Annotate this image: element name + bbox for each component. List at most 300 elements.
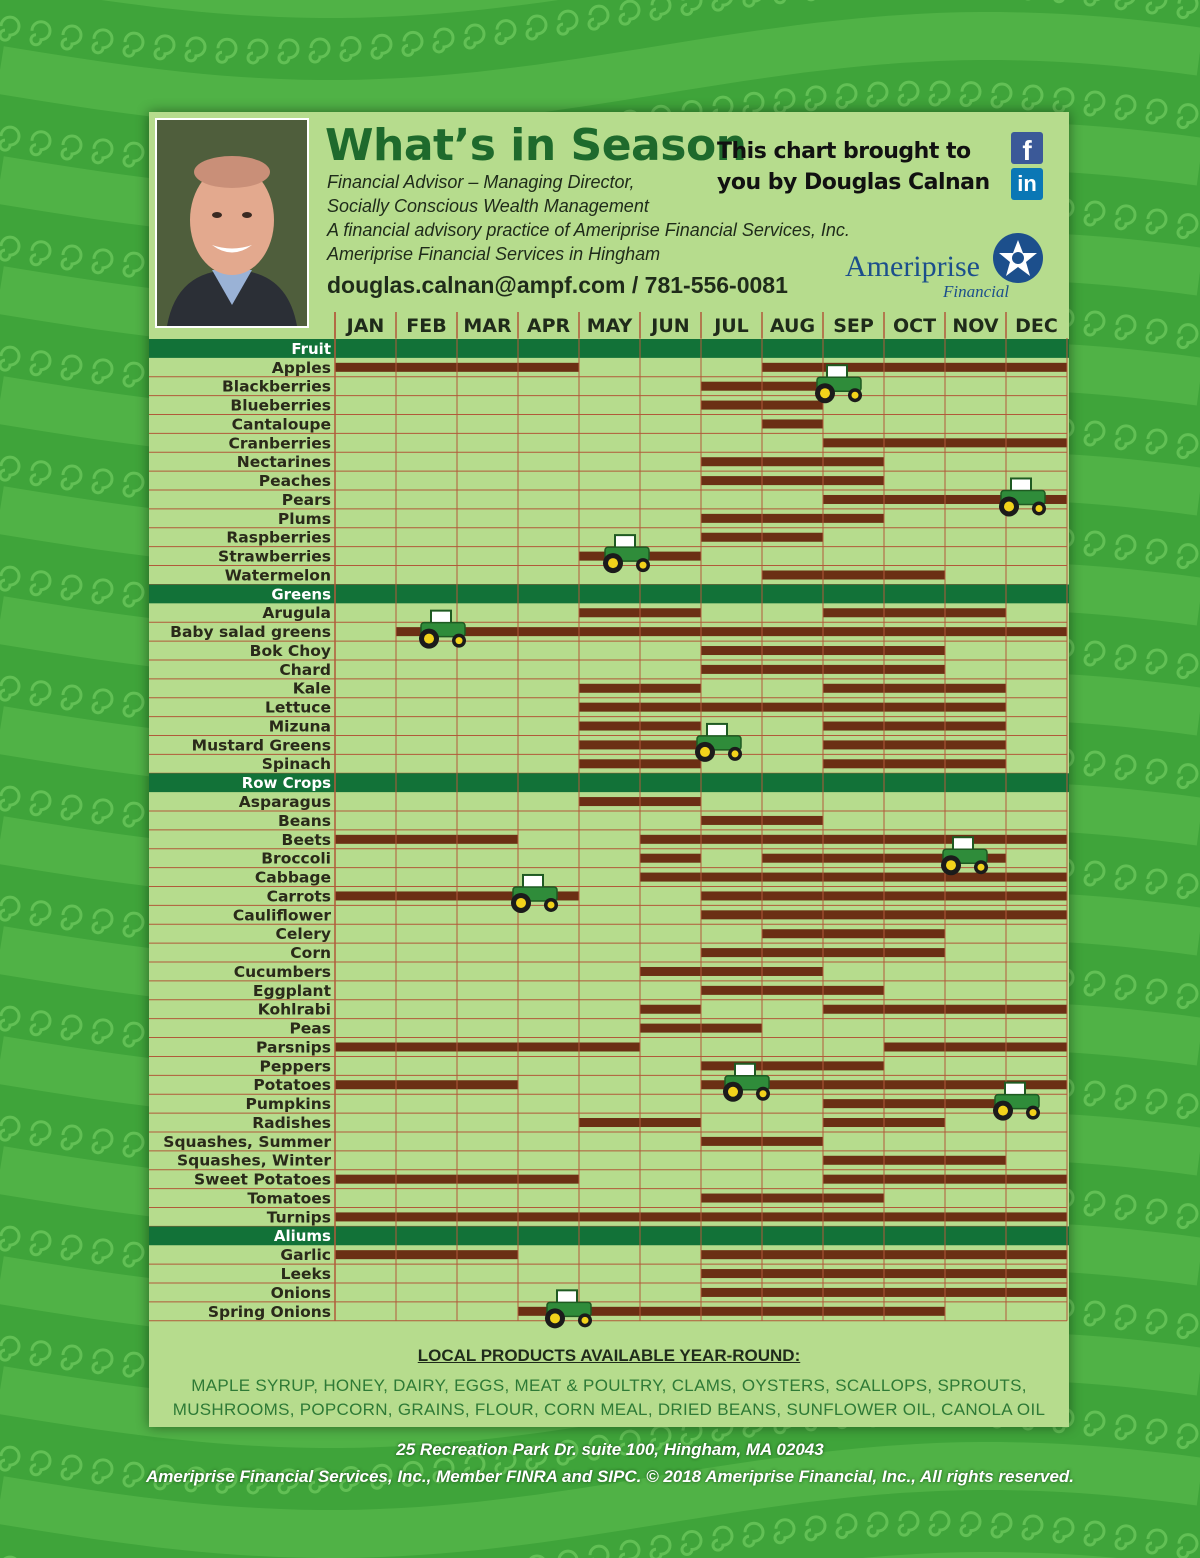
row-label: Parsnips <box>256 1038 331 1057</box>
row-label: Cantaloupe <box>231 415 331 434</box>
season-bar <box>457 1212 518 1221</box>
season-bar <box>579 684 640 693</box>
season-bar <box>701 948 762 957</box>
row-label: Spring Onions <box>207 1302 331 1321</box>
season-bar <box>1006 873 1067 882</box>
season-bar <box>579 703 640 712</box>
month-label-jun: JUN <box>651 315 690 337</box>
season-bar <box>518 627 579 636</box>
season-bar <box>884 740 945 749</box>
season-bar <box>945 740 1006 749</box>
season-bar <box>762 854 823 863</box>
row-label: Blackberries <box>221 377 331 396</box>
season-bar <box>884 854 945 863</box>
section-label: Row Crops <box>241 774 331 793</box>
subtitle-line-4: Ameriprise Financial Services in Hingham <box>327 244 661 264</box>
season-bar <box>823 1194 884 1203</box>
season-bar <box>762 1307 823 1316</box>
row-label: Arugula <box>262 604 331 623</box>
season-bar <box>945 1005 1006 1014</box>
season-bar <box>1006 1250 1067 1259</box>
season-bar <box>701 835 762 844</box>
season-bar <box>335 1212 396 1221</box>
section-label: Greens <box>271 585 331 604</box>
season-bar <box>823 457 884 466</box>
season-bar <box>884 1288 945 1297</box>
season-bar <box>884 873 945 882</box>
season-bar <box>701 457 762 466</box>
row-label: Peppers <box>259 1057 331 1076</box>
season-bar <box>823 1175 884 1184</box>
season-bar <box>823 1099 884 1108</box>
season-bar <box>335 1043 396 1052</box>
section-bar <box>149 339 1069 358</box>
row-label: Sweet Potatoes <box>194 1170 331 1189</box>
season-bar <box>762 1212 823 1221</box>
subtitle-line-1: Financial Advisor – Managing Director, <box>327 172 635 192</box>
season-bar <box>640 627 701 636</box>
season-bar <box>701 1024 762 1033</box>
season-bar <box>701 703 762 712</box>
brand-subtitle: Financial <box>943 282 1010 301</box>
season-bar <box>823 1250 884 1259</box>
season-bar <box>701 476 762 485</box>
season-bar <box>457 1043 518 1052</box>
season-bar <box>335 1080 396 1089</box>
subtitle-line-3: A financial advisory practice of Ameriprise Financial Services, Inc. <box>327 220 850 240</box>
row-label: Onions <box>270 1283 331 1302</box>
month-label-feb: FEB <box>406 315 447 337</box>
season-bar <box>823 948 884 957</box>
season-bar <box>945 891 1006 900</box>
year-round-items: MAPLE SYRUP, HONEY, DAIRY, EGGS, MEAT & POULTRY, CLAMS, OYSTERS, SCALLOPS, SPROUTS, MUSHROOMS, POPCORN, GRAINS, FLOUR, CORN MEAL, DRIED BEANS, SUNFLOWER OIL, CANOLA OIL <box>172 1376 1046 1419</box>
season-bar <box>762 665 823 674</box>
season-bar <box>945 495 1006 504</box>
season-bar <box>884 835 945 844</box>
season-bar <box>701 665 762 674</box>
season-bar <box>457 1080 518 1089</box>
row-label: Blueberries <box>230 396 331 415</box>
month-label-dec: DEC <box>1015 315 1058 337</box>
season-bar <box>823 1118 884 1127</box>
season-bar <box>884 1212 945 1221</box>
row-label: Apples <box>271 358 331 377</box>
linkedin-icon[interactable]: in <box>1011 168 1043 200</box>
row-label: Cranberries <box>228 434 331 453</box>
season-bar <box>884 1043 945 1052</box>
season-bar <box>1006 1175 1067 1184</box>
season-bar <box>701 646 762 655</box>
row-label: Cucumbers <box>233 962 331 981</box>
season-bar <box>884 759 945 768</box>
row-label: Corn <box>290 944 331 963</box>
season-bar <box>823 835 884 844</box>
season-bar <box>640 703 701 712</box>
season-bar <box>457 1250 518 1259</box>
row-label: Watermelon <box>224 566 331 585</box>
season-bar <box>823 873 884 882</box>
season-bar <box>457 891 518 900</box>
row-label: Raspberries <box>226 528 331 547</box>
season-bar <box>823 1156 884 1165</box>
season-bar <box>640 608 701 617</box>
season-bar <box>945 684 1006 693</box>
season-bar <box>823 986 884 995</box>
season-bar <box>762 703 823 712</box>
season-bar <box>640 1118 701 1127</box>
season-bar <box>701 627 762 636</box>
row-label: Peas <box>289 1019 331 1038</box>
month-label-nov: NOV <box>952 315 999 337</box>
season-bar <box>701 1194 762 1203</box>
season-bar <box>823 627 884 636</box>
page-title: What’s in Season <box>325 120 747 171</box>
season-bar <box>335 363 396 372</box>
season-bar <box>762 986 823 995</box>
subtitle-line-2: Socially Conscious Wealth Management <box>327 196 649 216</box>
row-label: Eggplant <box>252 981 331 1000</box>
season-bar <box>945 1080 1006 1089</box>
season-bar <box>884 1269 945 1278</box>
season-bar <box>457 1175 518 1184</box>
season-bar <box>945 1043 1006 1052</box>
year-round-heading: LOCAL PRODUCTS AVAILABLE YEAR-ROUND: <box>417 1346 801 1365</box>
season-bar <box>823 854 884 863</box>
season-bar <box>945 363 1006 372</box>
row-label: Radishes <box>252 1113 331 1132</box>
season-bar <box>640 684 701 693</box>
season-bar <box>396 1250 457 1259</box>
season-bar <box>396 1080 457 1089</box>
row-label: Pears <box>281 490 331 509</box>
row-label: Mustard Greens <box>191 736 331 755</box>
brought-by-line-1: This chart brought to <box>717 139 971 164</box>
season-bar <box>579 1043 640 1052</box>
row-label: Mizuna <box>268 717 331 736</box>
row-label: Garlic <box>280 1246 331 1265</box>
row-label: Bok Choy <box>249 641 331 660</box>
season-bar <box>640 1307 701 1316</box>
season-bar <box>762 646 823 655</box>
season-bar <box>945 703 1006 712</box>
season-bar <box>762 910 823 919</box>
row-label: Celery <box>275 925 331 944</box>
season-bar <box>762 1288 823 1297</box>
season-bar <box>335 891 396 900</box>
season-bar <box>1006 1269 1067 1278</box>
season-bar <box>701 401 762 410</box>
season-bar <box>884 495 945 504</box>
season-bar <box>823 910 884 919</box>
season-bar <box>823 1080 884 1089</box>
season-bar <box>1006 438 1067 447</box>
season-bar <box>1006 1043 1067 1052</box>
row-label: Beets <box>281 830 331 849</box>
season-bar <box>762 1269 823 1278</box>
season-bar <box>457 627 518 636</box>
season-bar <box>701 1269 762 1278</box>
season-bar <box>762 816 823 825</box>
month-label-aug: AUG <box>769 315 816 337</box>
season-card <box>149 112 1069 1427</box>
season-bar <box>335 1175 396 1184</box>
season-bar <box>640 1024 701 1033</box>
season-bar <box>884 703 945 712</box>
season-bar <box>945 1212 1006 1221</box>
season-bar <box>396 1212 457 1221</box>
season-bar <box>640 1005 701 1014</box>
footer <box>0 1436 1200 1490</box>
season-bar <box>762 1080 823 1089</box>
season-bar <box>823 891 884 900</box>
footer-legal: Ameriprise Financial Services, Inc., Member FINRA and SIPC. © 2018 Ameriprise Financial, Inc., All rights reserved. <box>145 1467 1075 1486</box>
season-bar <box>335 835 396 844</box>
season-bar <box>884 1307 945 1316</box>
season-bar <box>884 1156 945 1165</box>
season-bar <box>884 571 945 580</box>
season-bar <box>762 533 823 542</box>
season-bar <box>884 1080 945 1089</box>
season-bar <box>701 1250 762 1259</box>
tractor-icon <box>603 535 650 573</box>
season-bar <box>701 967 762 976</box>
month-label-jan: JAN <box>346 315 385 337</box>
season-bar <box>762 873 823 882</box>
season-bar <box>823 665 884 674</box>
season-bar <box>640 740 701 749</box>
season-bar <box>640 854 701 863</box>
season-bar <box>823 1212 884 1221</box>
facebook-icon[interactable]: f <box>1011 132 1043 164</box>
season-bar <box>701 986 762 995</box>
season-bar <box>579 608 640 617</box>
season-bar <box>823 740 884 749</box>
season-bar <box>884 438 945 447</box>
row-label: Cabbage <box>254 868 331 887</box>
season-bar <box>945 1156 1006 1165</box>
season-bar <box>1006 1212 1067 1221</box>
season-bar <box>823 1061 884 1070</box>
season-bar <box>762 382 823 391</box>
contact-line[interactable]: douglas.calnan@ampf.com / 781-556-0081 <box>327 272 788 298</box>
season-bar <box>762 363 823 372</box>
season-chart <box>149 112 1069 1427</box>
season-bar <box>701 1137 762 1146</box>
month-label-jul: JUL <box>714 315 749 337</box>
season-bar <box>884 929 945 938</box>
season-bar <box>457 835 518 844</box>
season-bar <box>762 1194 823 1203</box>
season-bar <box>945 910 1006 919</box>
row-label: Spinach <box>261 755 331 774</box>
season-bar <box>884 891 945 900</box>
season-bar <box>945 722 1006 731</box>
season-bar <box>945 1288 1006 1297</box>
season-bar <box>579 1118 640 1127</box>
season-bar <box>823 476 884 485</box>
row-label: Kale <box>292 679 331 698</box>
tractor-icon <box>695 724 742 762</box>
season-bar <box>884 684 945 693</box>
season-bar <box>884 1175 945 1184</box>
season-bar <box>823 1288 884 1297</box>
season-bar <box>884 665 945 674</box>
season-bar <box>884 910 945 919</box>
season-bar <box>701 1307 762 1316</box>
season-bar <box>762 457 823 466</box>
footer-address: 25 Recreation Park Dr. suite 100, Hingham, MA 02043 <box>396 1440 824 1459</box>
season-bar <box>1006 835 1067 844</box>
season-bar <box>762 1061 823 1070</box>
season-bar <box>762 401 823 410</box>
season-bar <box>396 891 457 900</box>
row-label: Carrots <box>266 887 331 906</box>
season-bar <box>701 891 762 900</box>
season-bar <box>640 873 701 882</box>
season-bar <box>823 514 884 523</box>
season-bar <box>762 891 823 900</box>
row-label: Pumpkins <box>245 1095 331 1114</box>
season-bar <box>579 740 640 749</box>
brought-by-line-2: you by Douglas Calnan <box>717 170 990 195</box>
season-bar <box>640 722 701 731</box>
season-bar <box>396 1043 457 1052</box>
season-bar <box>579 797 640 806</box>
row-label: Strawberries <box>218 547 331 566</box>
season-bar <box>823 438 884 447</box>
season-bar <box>823 1269 884 1278</box>
brand-name: Ameriprise <box>845 250 980 283</box>
row-label: Squashes, Summer <box>163 1132 331 1151</box>
season-bar <box>579 759 640 768</box>
row-label: Potatoes <box>253 1076 331 1095</box>
season-bar <box>762 1137 823 1146</box>
row-label: Broccoli <box>261 849 331 868</box>
season-bar <box>1006 891 1067 900</box>
season-bar <box>518 1043 579 1052</box>
row-label: Cauliflower <box>232 906 331 925</box>
season-bar <box>335 1250 396 1259</box>
season-bar <box>823 703 884 712</box>
season-bar <box>823 759 884 768</box>
season-bar <box>1006 627 1067 636</box>
season-bar <box>396 363 457 372</box>
season-bar <box>884 646 945 655</box>
season-bar <box>1006 910 1067 919</box>
season-bar <box>884 1118 945 1127</box>
season-bar <box>884 722 945 731</box>
season-bar <box>823 1307 884 1316</box>
season-bar <box>640 967 701 976</box>
season-bar <box>640 797 701 806</box>
season-bar <box>701 1212 762 1221</box>
season-bar <box>884 608 945 617</box>
season-bar <box>762 571 823 580</box>
month-label-may: MAY <box>586 315 633 337</box>
season-bar <box>1006 363 1067 372</box>
season-bar <box>945 1175 1006 1184</box>
season-bar <box>701 873 762 882</box>
season-bar <box>762 514 823 523</box>
season-bar <box>823 571 884 580</box>
tractor-icon <box>545 1290 592 1328</box>
row-label: Beans <box>277 811 331 830</box>
row-label: Kohlrabi <box>257 1000 331 1019</box>
section-label: Fruit <box>291 339 331 358</box>
row-label: Baby salad greens <box>170 623 331 642</box>
season-bar <box>701 910 762 919</box>
month-label-mar: MAR <box>463 315 512 337</box>
season-bar <box>701 816 762 825</box>
season-bar <box>762 835 823 844</box>
season-bar <box>762 627 823 636</box>
season-bar <box>1006 1005 1067 1014</box>
row-label: Lettuce <box>265 698 331 717</box>
season-bar <box>762 419 823 428</box>
season-bar <box>701 1288 762 1297</box>
month-label-apr: APR <box>526 315 571 337</box>
season-bar <box>945 608 1006 617</box>
season-bar <box>640 835 701 844</box>
season-bar <box>884 1099 945 1108</box>
row-label: Turnips <box>266 1208 331 1227</box>
season-bar <box>945 1250 1006 1259</box>
season-bar <box>823 646 884 655</box>
season-bar <box>884 1250 945 1259</box>
season-bar <box>884 1005 945 1014</box>
season-bar <box>823 495 884 504</box>
season-bar <box>640 1212 701 1221</box>
season-bar <box>823 929 884 938</box>
season-bar <box>396 1175 457 1184</box>
row-label: Leeks <box>280 1265 331 1283</box>
season-bar <box>762 1250 823 1259</box>
season-bar <box>762 967 823 976</box>
season-bar <box>823 684 884 693</box>
season-bar <box>884 948 945 957</box>
month-label-oct: OCT <box>892 315 937 337</box>
row-label: Nectarines <box>236 453 331 472</box>
season-bar <box>640 759 701 768</box>
season-bar <box>823 608 884 617</box>
season-bar <box>518 363 579 372</box>
season-bar <box>579 1212 640 1221</box>
season-bar <box>396 835 457 844</box>
row-label: Tomatoes <box>247 1189 331 1208</box>
season-bar <box>884 363 945 372</box>
row-label: Chard <box>279 660 331 679</box>
season-bar <box>457 363 518 372</box>
season-bar <box>823 722 884 731</box>
season-bar <box>579 722 640 731</box>
season-bar <box>823 1005 884 1014</box>
season-bar <box>762 929 823 938</box>
season-bar <box>762 476 823 485</box>
season-bar <box>884 627 945 636</box>
season-bar <box>701 533 762 542</box>
season-bar <box>945 627 1006 636</box>
section-label: Aliums <box>273 1227 331 1246</box>
season-bar <box>945 438 1006 447</box>
season-bar <box>701 514 762 523</box>
season-bar <box>518 1212 579 1221</box>
season-bar <box>762 948 823 957</box>
season-bar <box>945 1269 1006 1278</box>
row-label: Asparagus <box>238 793 331 811</box>
season-bar <box>701 382 762 391</box>
row-label: Plums <box>277 509 331 528</box>
season-bar <box>1006 1288 1067 1297</box>
